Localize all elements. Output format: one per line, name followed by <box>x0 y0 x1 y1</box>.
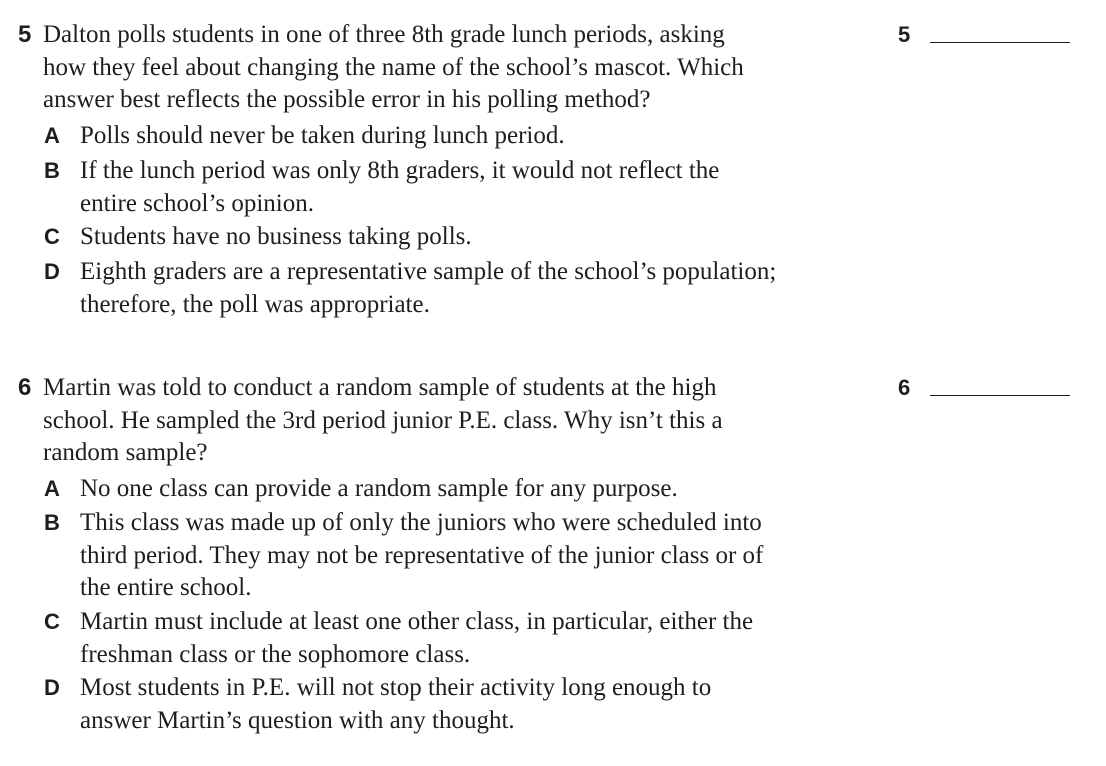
answer-blank[interactable] <box>930 42 1070 43</box>
question-stem: Martin was told to conduct a random sample of students at the high school. He sampled the 3rd period junior P.E. class. Why isn’t this a random sample? <box>43 374 723 466</box>
choice-letter: C <box>44 224 60 249</box>
question-stem: Dalton polls students in one of three 8th grade lunch periods, asking how they feel about changing the name of the school’s mascot. Which answer best reflects the possible error in his polling method? <box>43 21 744 113</box>
choice-text: If the lunch period was only 8th graders, it would not reflect the entire school’s opinion. <box>80 157 720 217</box>
choice-text: Eighth graders are a representative sample of the school’s population; therefore, the poll was appropriate. <box>80 258 777 318</box>
choice-text: Polls should never be taken during lunch period. <box>80 122 565 149</box>
choice-text: Most students in P.E. will not stop their activity long enough to answer Martin’s question with any thought. <box>80 674 712 734</box>
choice-text: Martin must include at least one other class, in particular, either the freshman class or the sophomore class. <box>80 608 754 668</box>
question-number: 6 <box>18 374 32 401</box>
choice-letter: D <box>44 259 60 284</box>
answer-number-label: 6 <box>898 375 911 400</box>
choice-letter: C <box>44 609 60 634</box>
choice-letter: B <box>44 158 60 183</box>
question-number: 5 <box>18 21 32 48</box>
choice-letter: A <box>44 123 60 148</box>
answer-number-label: 5 <box>898 22 911 47</box>
choice-letter: B <box>44 510 60 535</box>
choice-text: No one class can provide a random sample for any purpose. <box>80 475 678 502</box>
choice-text: This class was made up of only the juniors who were scheduled into third period. They may not be representative of the junior class or of the entire school. <box>80 509 764 601</box>
choice-text: Students have no business taking polls. <box>80 223 472 250</box>
choice-letter: D <box>44 675 60 700</box>
answer-blank[interactable] <box>930 395 1070 396</box>
choice-letter: A <box>44 476 60 501</box>
